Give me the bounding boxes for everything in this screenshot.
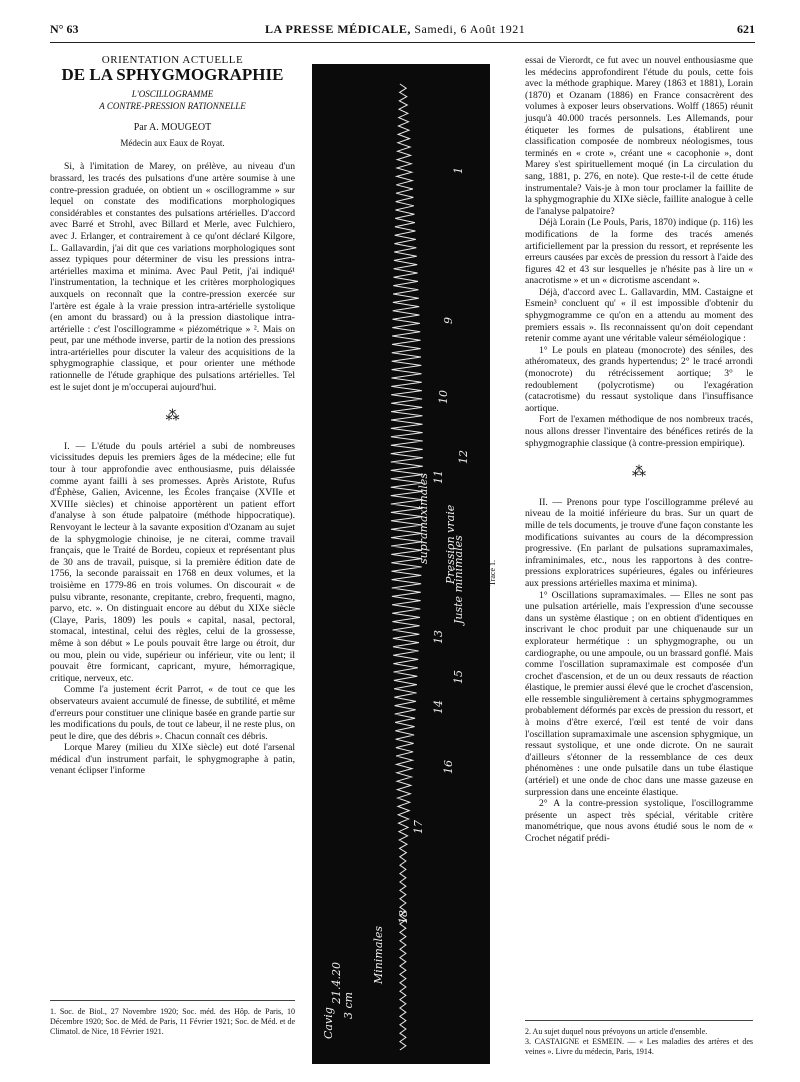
trace-annotation: Minimales: [372, 925, 385, 984]
trace-annotation: 15: [452, 670, 465, 684]
footnotes-left: 1. Soc. de Biol., 27 Novembre 1920; Soc. méd. des Hôp. de Paris, 10 Décembre 1920; Soc. de Méd. de Paris, 11 Février 1921; Soc. de Méd. et de Climatol. de Nice, 18 Février 1921.: [50, 1000, 295, 1037]
trace-annotation: 17: [412, 820, 425, 834]
oscillogram-figure: [312, 64, 490, 1064]
trace-annotation: 12: [457, 450, 470, 464]
article-author: Par A. MOUGEOT: [133, 122, 212, 134]
paragraph: Si, à l'imitation de Marey, on prélève, au niveau d'un brassard, les tracés des pulsations d'une artère soumise à une contre-pression graduée, on obtient un « oscillogramme » sur lequel on constate des modifications morphologiques considérables et constantes des pulsations artérielles. D'accord avec Barré et Strohl, avec Billard et Merle, avec Fulchiero, avec J. Erlanger, et contrairement à ce qu'ont déclaré Kilgore, L. Gallavardin, j'ai dit que ces variations morphologiques sont assez typiques pour déterminer de visu les pressions intra-artérielles maxima et minima. Avec Paul Petit, j'ai indiqué¹ l'instrumentation, la technique et les critères morphologiques auxquels on reconnaît que la contre-pression exercée sur l'artère est égale à la vraie pression intra-artérielle systolique (en amont du brassard) ou à la pression diastolique intra-artérielle : c'est l'oscillogramme « piézométrique » ². Mais on peut, par une méthode inverse, partir de la notion des pressions intra-artérielles pour discuter la valeur des acquisitions de la sphygmographie classique, et pour orienter une méthode rationnelle de l'étude graphique des pulsations artérielles. Tel est le sujet dont je m'occuperai aujourd'hui.: [50, 161, 295, 393]
section-separator: ⁂: [632, 465, 646, 481]
paragraph: 2° A la contre-pression systolique, l'oscillogramme présente un aspect très spécial, véritable critère manométrique, que nous avons étudié sous le nom de « Crochet négatif prédi-: [525, 798, 753, 844]
paragraph: essai de Vierordt, ce fut avec un nouvel enthousiasme que les médecins approfondirent l'étude du pouls, cette fois avec la méthode graphique. Marey (1863 et 1881), Lorain (1870) et Ozanam (1886) en France consacrèrent des volumes à exposer leurs observations. Wolff (1865) réunit jusqu'à 40.000 tracés personnels. Les Allemands, pour étiqueter les formes de pulsations, établirent une classification composée de nombreux néologismes, tous terminés en « crote », créant une « cacophonie », dont Marey s'est spirituellement moqué (in La circulation du sang, 1881, p. 276, en note). Que reste-t-il de cette étude instrumentale? Vais-je à mon tour proclamer la faillite de la sphygmographie du XIXe siècle, faillite analogue à celle de l'analyse palpatoire?: [525, 55, 753, 217]
trace-annotation: supramaximales: [417, 473, 430, 564]
issue-date: Samedi, 6 Août 1921: [414, 22, 526, 36]
oscillogram-trace: [312, 64, 490, 1064]
trace-annotation: Pression vraie: [444, 504, 457, 584]
trace-annotation: 9: [442, 317, 455, 324]
trace-annotation: 10: [437, 390, 450, 404]
trace-annotation: 11: [432, 470, 445, 484]
paragraph: Comme l'a justement écrit Parrot, « de tout ce que les observateurs avaient accumulé de finesse, de subtilité, et même d'erreurs pour constituer une clinique basée en grande partie sur les modifications du pouls, de tout ce labeur, il ne reste plus, on peut le dire, que des débris ». Chacun connaît ces débris.: [50, 684, 295, 742]
page-number: 621: [737, 22, 755, 36]
author-affiliation: Médecin aux Eaux de Royat.: [120, 137, 225, 148]
trace-annotation: 3 cm: [342, 991, 355, 1019]
journal-name: LA PRESSE MÉDICALE,: [265, 22, 411, 36]
paragraph: Déjà, d'accord avec L. Gallavardin, MM. Castaigne et Esmein³ concluent qu' « il est impossible d'obtenir du sphygmogramme ce qu'on en a attendu au moment des premiers essais ». Ils reconnaissent qu'on doit cependant retenir comme ayant une véritable valeur séméiologique :: [525, 286, 753, 345]
article-title-block: [50, 55, 295, 149]
paragraph: Déjà Lorain (Le Pouls, Paris, 1870) indique (p. 116) les modifications de la forme des tracés amenés artificiellement par la pression du ressort, et représente les erreurs causées par excès de pression du ressort à l'aide des figures 42 et 43 sur lesquelles je n'hésite pas à lire un « anacrotisme » et un « dicrotisme ascendant ».: [525, 217, 753, 287]
trace-annotation: 1: [452, 167, 465, 174]
trace-annotation: 18: [397, 910, 410, 924]
trace-annotation: Juste minimales: [452, 535, 465, 624]
article-kicker: ORIENTATION ACTUELLE: [101, 54, 244, 66]
paragraph: I. — L'étude du pouls artériel a subi de nombreuses vicissitudes depuis les premiers âges de la médecine; elle fut tour à tour approfondie avec enthousiasme, puis délaissée comme ayant failli à ses promesses. Après Aristote, Rufus d'Éphèse, Galien, Avicenne, les Écoles française (XVIIe et XVIIIe siècles) et chinoise apportèrent un patient effort d'analyse à son étude palpatoire (méthode hippocratique). Renvoyant le lecteur à la savante exposition d'Ozanam au sujet de la sphygmologie chinoise, je ne citerai, comme travail français, que le Traité de Bordeu, copieux et représentant plus de 30 ans de travail, puisque, si la première édition date de 1756, la seconde paraissait en 1768 en deux volumes, et la troisième en 1779-86 en trois volumes. On discourait « de pulsu vibrante, resonante, crepitante, crebro, frequenti, magno, parvo, etc. ». On distinguait encore au début du XIXe siècle (Claye, Paris, 1809) les pouls « capital, nasal, pectoral, stomacal, intestinal, celui des règles, celui de la grossesse, même à son début » Le pouls pouvait être large ou étroit, dur ou mou, plein ou vide, supérieur ou inférieur, vite ou lent; il pouvait être formicant, capricant, myure, hémorragique, critique, nerveux, etc.: [50, 440, 295, 684]
paragraph: Fort de l'examen méthodique de nos nombreux tracés, nous allons dresser l'inventaire des bénéfices retirés de la sphygmographie classique (à contre-pression empirique).: [525, 414, 753, 449]
trace-annotation: 13: [432, 630, 445, 644]
section-separator: ⁂: [165, 409, 180, 425]
paragraph: II. — Prenons pour type l'oscillogramme prélevé au niveau de la moitié inférieure du bras. Sur un quart de mille de tels documents, je trouve d'une façon constante les modifications suivantes au cours de la décompression progressive. (En parlant de pulsations supramaximales, inframinimales, etc., nous les rapportons à des contre-pressions exploratrices supérieures, égales ou inférieures aux pressions artérielles maxima et minima).: [525, 496, 753, 589]
issue-number: N° 63: [50, 22, 79, 36]
trace-annotation: Cavig: [322, 1007, 335, 1039]
trace-annotation: 16: [442, 760, 455, 774]
paragraph: 1° Oscillations supramaximales. — Elles ne sont pas une pulsation artérielle, mais l'expression d'une secousse dans un système élastique ; on en obtient d'identiques en inscrivant le choc produit par une chiquenaude sur un explorateur hermétique : un sphygmographe, ou un cardiographe, ou une ampoule, ou un brassard gonflé. Mais comme l'oscillation supramaximale est composée d'un crochet d'ascension, et de un ou deux ressauts de réaction élastique, le premier aussi élevé que le crochet d'ascension, elle ressemble singulièrement à certains sphygmogrammes probablement déformés par excès de pression du ressort, et à moins d'être exercé, l'œil est tenté de voir dans l'oscillation supramaximale une ascension sphygmique, un ressaut systolique, et une onde dicrote. On ne saurait d'ailleurs s'étonner de la ressemblance de ces deux phénomènes : une onde pulsatile dans un tube élastique (artériel) et une onde de choc dans une masse gazeuse en surpression dans une enceinte élastique.: [525, 589, 753, 798]
running-header: [50, 22, 755, 40]
trace-annotation: 21.4.20: [330, 962, 343, 1004]
header-rule: [50, 42, 755, 43]
figure-caption: Tracé 1.: [488, 560, 497, 586]
oscillogram-wave: [391, 84, 423, 1050]
article-subtitle-2: A CONTRE-PRESSION RATIONNELLE: [99, 101, 246, 112]
footnotes-right: 2. Au sujet duquel nous prévoyons un article d'ensemble. 3. CASTAIGNE et ESMEIN. — « Les maladies des artères et des veines ». Livre du médecin, Paris, 1914.: [525, 1020, 753, 1057]
article-subtitle-1: L'OSCILLOGRAMME: [131, 89, 214, 100]
column-left: [50, 55, 295, 777]
trace-annotation: 14: [432, 700, 445, 714]
column-right: [525, 55, 753, 845]
journal-title: [265, 22, 525, 37]
paragraph: 1° Le pouls en plateau (monocrote) des séniles, des athéromateux, des grands hypertendus; 2° le tracé arrondi (monocrote) du rétrécissement aortique; 3° le redoublement (polycrotisme) ou l'exagération (catacrotisme) du ressaut systolique dans l'insuffisance aortique.: [525, 344, 753, 414]
article-title: DE LA SPHYGMOGRAPHIE: [61, 64, 284, 84]
paragraph: Lorque Marey (milieu du XIXe siècle) eut doté l'arsenal médical d'un instrument parfait, le sphygmographe à patin, venant éclipser l'informe: [50, 742, 295, 777]
